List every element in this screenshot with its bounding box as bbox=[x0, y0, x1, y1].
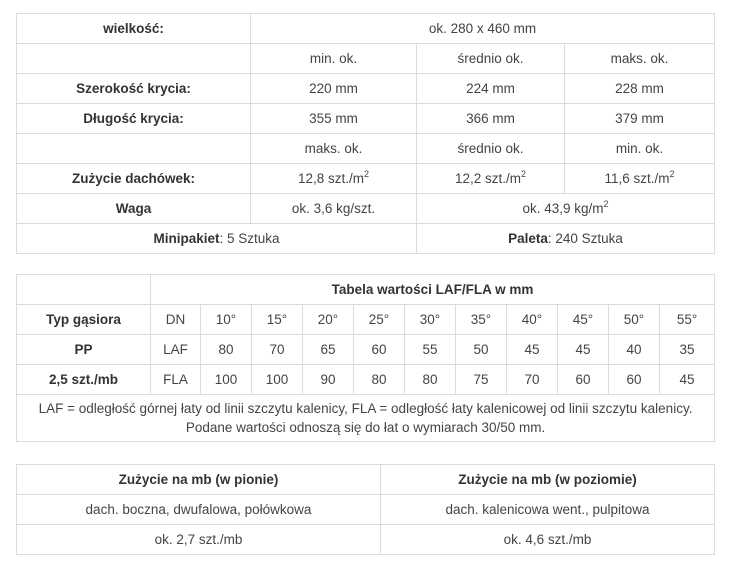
size-label: wielkość: bbox=[17, 14, 251, 44]
col-avg: średnio ok. bbox=[417, 44, 565, 74]
pallet-label: Paleta bbox=[508, 230, 548, 246]
laf-cell: 70 bbox=[252, 335, 303, 365]
cover-width-min: 220 mm bbox=[251, 74, 417, 104]
col-max: maks. ok. bbox=[565, 44, 715, 74]
col-min-2: min. ok. bbox=[565, 134, 715, 164]
angle-cell: 30° bbox=[405, 305, 456, 335]
tile-usage-max: 12,8 $szt./m^2$ bbox=[251, 164, 417, 194]
laf-label: LAF bbox=[151, 335, 201, 365]
angle-cell: 50° bbox=[609, 305, 660, 335]
tile-usage-min: 11,6 $szt./m^2$ bbox=[565, 164, 715, 194]
pp-label: PP bbox=[17, 335, 151, 365]
tile-specs-table bbox=[16, 13, 715, 254]
minipack-cell bbox=[17, 224, 417, 254]
cover-length-min: 355 mm bbox=[251, 104, 417, 134]
col-avg-2: średnio ok. bbox=[417, 134, 565, 164]
vertical-usage-title: Zużycie na mb (w pionie) bbox=[17, 465, 381, 495]
fla-cell: 90 bbox=[303, 365, 354, 395]
angle-cell: 40° bbox=[507, 305, 558, 335]
cover-width-label: Szerokość krycia: bbox=[17, 74, 251, 104]
laf-cell: 40 bbox=[609, 335, 660, 365]
col-max-2: maks. ok. bbox=[251, 134, 417, 164]
empty-cell bbox=[17, 44, 251, 74]
fla-cell: 60 bbox=[558, 365, 609, 395]
per-mb-label: 2,5 szt./mb bbox=[17, 365, 151, 395]
laf-cell: 55 bbox=[405, 335, 456, 365]
cover-length-avg: 366 mm bbox=[417, 104, 565, 134]
vertical-usage-value: ok. 2,7 szt./mb bbox=[17, 525, 381, 555]
angle-cell: 55° bbox=[660, 305, 715, 335]
horizontal-usage-value: ok. 4,6 szt./mb bbox=[381, 525, 715, 555]
minipack-value: : 5 Sztuka bbox=[219, 230, 280, 246]
weight-label: Waga bbox=[17, 194, 251, 224]
empty-cell bbox=[17, 134, 251, 164]
dn-label: DN bbox=[151, 305, 201, 335]
laf-cell: 50 bbox=[456, 335, 507, 365]
cover-length-max: 379 mm bbox=[565, 104, 715, 134]
angle-cell: 20° bbox=[303, 305, 354, 335]
cover-width-avg: 224 mm bbox=[417, 74, 565, 104]
laf-cell: 80 bbox=[201, 335, 252, 365]
horizontal-usage-title: Zużycie na mb (w poziomie) bbox=[381, 465, 715, 495]
laf-cell: 65 bbox=[303, 335, 354, 365]
cover-length-label: Długość krycia: bbox=[17, 104, 251, 134]
pallet-value: : 240 Sztuka bbox=[547, 230, 623, 246]
minipack-label: Minipakiet bbox=[153, 230, 220, 246]
angle-cell: 10° bbox=[201, 305, 252, 335]
laf-cell: 60 bbox=[354, 335, 405, 365]
laf-fla-note: LAF = odległość górnej łaty od linii szczytu kalenicy, FLA = odległość łaty kalenicowej od linii szczytu kalenicy. Podane wartości odnoszą się do łat o wymiarach 30/50 mm. bbox=[17, 395, 715, 442]
col-min: min. ok. bbox=[251, 44, 417, 74]
angle-cell: 25° bbox=[354, 305, 405, 335]
angle-cell: 35° bbox=[456, 305, 507, 335]
usage-per-meter-table bbox=[16, 464, 715, 555]
fla-cell: 75 bbox=[456, 365, 507, 395]
empty-cell bbox=[17, 275, 151, 305]
fla-cell: 45 bbox=[660, 365, 715, 395]
tile-usage-avg: 12,2 $szt./m^2$ bbox=[417, 164, 565, 194]
fla-cell: 80 bbox=[405, 365, 456, 395]
horizontal-tile-types: dach. kalenicowa went., pulpitowa bbox=[381, 495, 715, 525]
fla-cell: 100 bbox=[201, 365, 252, 395]
laf-cell: 45 bbox=[558, 335, 609, 365]
pallet-cell bbox=[417, 224, 715, 254]
weight-per-area: ok. 43,9 $kg/m^2$ bbox=[417, 194, 715, 224]
laf-cell: 45 bbox=[507, 335, 558, 365]
angle-cell: 45° bbox=[558, 305, 609, 335]
laf-fla-table bbox=[16, 274, 715, 442]
size-value: ok. 280 x 460 mm bbox=[251, 14, 715, 44]
fla-label: FLA bbox=[151, 365, 201, 395]
ridge-type-label: Typ gąsiora bbox=[17, 305, 151, 335]
vertical-tile-types: dach. boczna, dwufalowa, połówkowa bbox=[17, 495, 381, 525]
laf-cell: 35 bbox=[660, 335, 715, 365]
fla-cell: 70 bbox=[507, 365, 558, 395]
cover-width-max: 228 mm bbox=[565, 74, 715, 104]
fla-cell: 60 bbox=[609, 365, 660, 395]
fla-cell: 80 bbox=[354, 365, 405, 395]
weight-per-piece: ok. 3,6 kg/szt. bbox=[251, 194, 417, 224]
fla-cell: 100 bbox=[252, 365, 303, 395]
tile-usage-label: Zużycie dachówek: bbox=[17, 164, 251, 194]
laf-fla-title: Tabela wartości LAF/FLA w mm bbox=[151, 275, 715, 305]
angle-cell: 15° bbox=[252, 305, 303, 335]
